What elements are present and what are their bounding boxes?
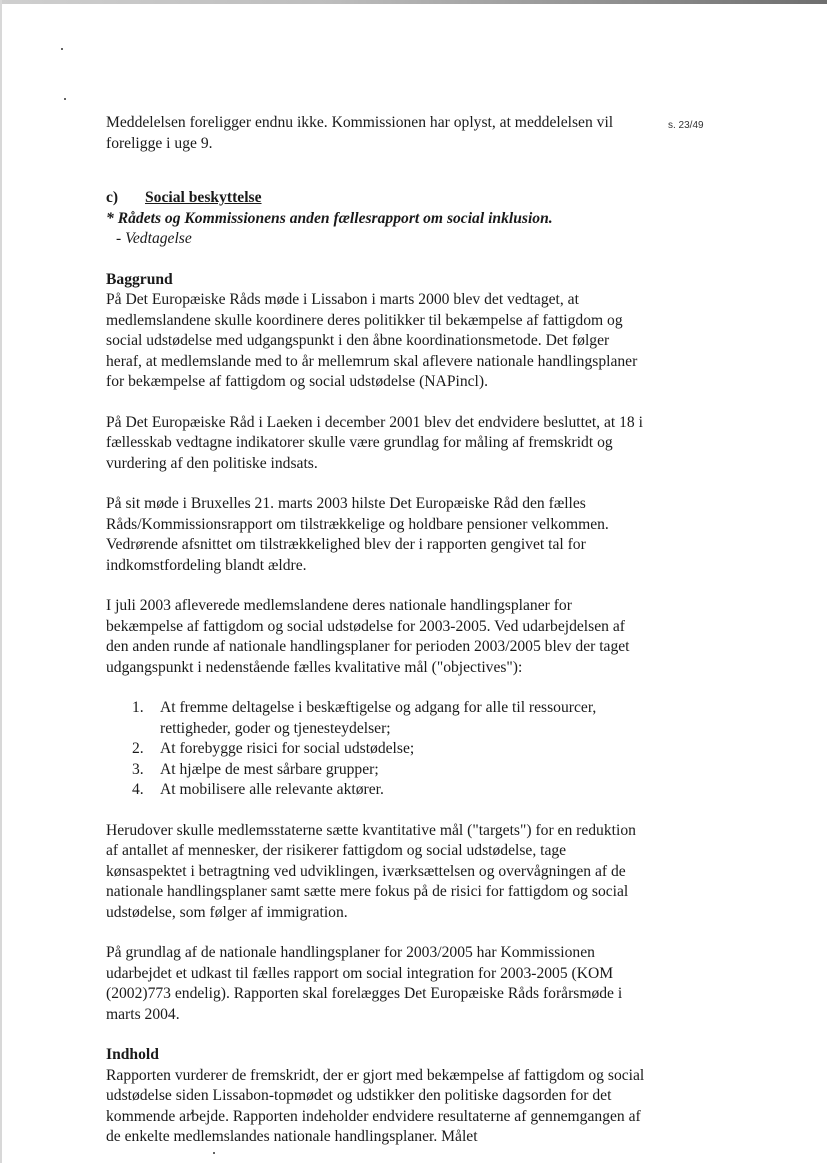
scan-speck xyxy=(213,1152,215,1154)
list-item xyxy=(106,780,646,801)
page-reference: s. 23/49 xyxy=(668,120,704,131)
list-text: At mobilisere alle relevante aktører. xyxy=(160,781,384,798)
scan-top-border xyxy=(0,0,827,4)
intro-paragraph: Meddelelsen foreligger endnu ikke. Kommissionen har oplyst, at meddelelsen vil foreligge i uge 9. xyxy=(106,114,614,152)
section-letter: c) xyxy=(106,189,119,206)
list-number: 1. xyxy=(132,699,144,716)
scan-speck xyxy=(64,98,66,100)
document-body xyxy=(106,113,646,1148)
list-text: At hjælpe de mest sårbare grupper; xyxy=(160,760,379,778)
list-number: 3. xyxy=(132,760,144,778)
background-paragraph-4: I juli 2003 afleverede medlemslandene deres nationale handlingsplaner for bekæmpelse af fattigdom og social udstødelse for 2003-2005. Ved udarbejdelsen af den anden runde af nationale handlingsplaner for perioden 2003/2005 blev der taget udgangspunkt i nedenstående fælles kvalitative mål ("objectives"): xyxy=(106,597,630,676)
content-heading: Indhold xyxy=(106,1046,159,1063)
list-number: 4. xyxy=(132,781,144,798)
background-paragraph-5: Herudover skulle medlemsstaterne sætte kvantitative mål ("targets") for en reduktion af antallet af mennesker, der risikerer fattigdom og social udstødelse, tage kønsaspektet i betragtning ved udviklingen, iværksættelsen og overvågningen af de nationale handlingsplaner samt sætte mere fokus på de risici for fattigdom og social udstødelse, som følger af immigration. xyxy=(106,821,636,921)
background-paragraph-6: På grundlag af de nationale handlingsplaner for 2003/2005 har Kommissionen udarbejdet et udkast til fælles rapport om social integration for 2003-2005 (KOM (2002)773 endelig). Rapporten skal forelægges Det Europæiske Råds forårsmøde i marts 2004. xyxy=(106,944,623,1023)
scan-left-edge xyxy=(0,0,2,1163)
list-item xyxy=(106,739,646,760)
objectives-list xyxy=(106,698,646,801)
background-paragraph-2: På Det Europæiske Råd i Laeken i december 2001 blev det endvidere besluttet, at 18 i fællesskab vedtagne indikatorer skulle være grundlag for måling af fremskridt og vurdering af den politiske indsats. xyxy=(106,413,643,472)
background-paragraph-3: På sit møde i Bruxelles 21. marts 2003 hilste Det Europæiske Råd den fælles Råds/Kommissionsrapport om tilstrækkelige og holdbare pensioner velkommen. Vedrørende afsnittet om tilstrækkelighed blev der i rapporten gengivet tal for indkomstfordeling blandt ældre. xyxy=(106,495,609,574)
agenda-item-action: - Vedtagelse xyxy=(116,230,192,247)
list-item xyxy=(106,760,646,781)
list-text: At fremme deltagelse i beskæftigelse og adgang for alle til ressourcer, rettigheder, goder og tjenesteydelser; xyxy=(160,699,597,737)
list-number: 2. xyxy=(132,740,144,757)
content-paragraph-1: Rapporten vurderer de fremskridt, der er gjort med bekæmpelse af fattigdom og social udstødelse siden Lissabon-topmødet og udstikker den politiske dagsorden for det kommende arbejde. Rapporten indeholder endvidere resultaterne af gennemgangen af de enkelte medlemslandes nationale handlingsplaner. Målet xyxy=(106,1066,645,1145)
background-paragraph-1: På Det Europæiske Råds møde i Lissabon i marts 2000 blev det vedtaget, at medlemslandene skulle koordinere deres politikker til bekæmpelse af fattigdom og social udstødelse med udgangspunkt i den åbne koordinationsmetode. Det følger heraf, at medlemslande med to år mellemrum skal aflevere nationale handlingsplaner for bekæmpelse af fattigdom og social udstødelse (NAPincl). xyxy=(106,291,638,390)
scan-speck xyxy=(61,48,63,50)
section-title: Social beskyttelse xyxy=(145,189,262,206)
list-item xyxy=(106,698,646,739)
list-text: At forebygge risici for social udstødelse; xyxy=(160,740,415,757)
background-heading: Baggrund xyxy=(106,270,173,288)
agenda-item-title: * Rådets og Kommissionens anden fællesrapport om social inklusion. xyxy=(106,209,553,227)
section-heading xyxy=(106,188,646,209)
